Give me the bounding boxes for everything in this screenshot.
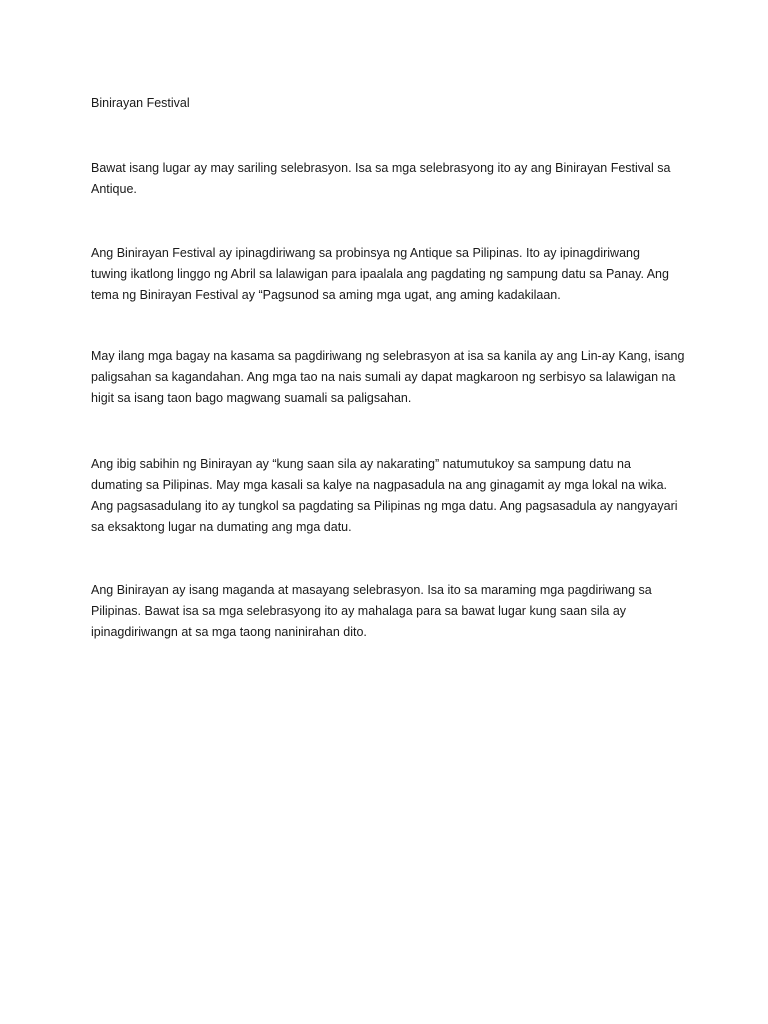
document-title: Binirayan Festival xyxy=(91,96,190,110)
paragraph-line: tuwing ikatlong linggo ng Abril sa lalawigan para ipaalala ang pagdating ng sampung datu sa Panay. Ang xyxy=(91,267,669,281)
paragraph-intro xyxy=(91,158,681,200)
paragraph-festival-description xyxy=(91,243,681,306)
paragraph-line: Pilipinas. Bawat isa sa mga selebrasyong ito ay mahalaga para sa bawat lugar kung saan sila ay xyxy=(91,604,627,618)
paragraph-line: Ang pagsasadulang ito ay tungkol sa pagdating sa Pilipinas ng mga datu. Ang pagsasadula ay nangyayari xyxy=(91,499,678,513)
paragraph-lin-ay-kang xyxy=(91,346,685,409)
paragraph-line: Bawat isang lugar ay may sariling selebrasyon. Isa sa mga selebrasyong ito ay ang Binirayan Festival sa xyxy=(91,161,671,175)
paragraph-line: Ang Binirayan ay isang maganda at masayang selebrasyon. Isa ito sa maraming mga pagdiriwang sa xyxy=(91,583,652,597)
paragraph-line: Antique. xyxy=(91,182,137,196)
paragraph-meaning xyxy=(91,454,681,538)
paragraph-line: May ilang mga bagay na kasama sa pagdiriwang ng selebrasyon at isa sa kanila ay ang Lin-ay Kang, isang xyxy=(91,349,685,363)
paragraph-line: dumating sa Pilipinas. May mga kasali sa kalye na nagpasadula na ang ginagamit ay mga lokal na wika. xyxy=(91,478,668,492)
paragraph-line: paligsahan sa kagandahan. Ang mga tao na nais sumali ay dapat magkaroon ng serbisyo sa lalawigan na xyxy=(91,370,676,384)
paragraph-line: ipinagdiriwangn at sa mga taong naninirahan dito. xyxy=(91,625,367,639)
paragraph-line: Ang ibig sabihin ng Binirayan ay “kung saan sila ay nakarating” natumutukoy sa sampung datu na xyxy=(91,457,631,471)
paragraph-conclusion xyxy=(91,580,681,643)
paragraph-line: sa eksaktong lugar na dumating ang mga datu. xyxy=(91,520,352,534)
paragraph-line: higit sa isang taon bago magwang suamali sa paligsahan. xyxy=(91,391,412,405)
paragraph-line: tema ng Binirayan Festival ay “Pagsunod sa aming mga ugat, ang aming kadakilaan. xyxy=(91,288,561,302)
paragraph-line: Ang Binirayan Festival ay ipinagdiriwang sa probinsya ng Antique sa Pilipinas. Ito ay ipinagdiriwang xyxy=(91,246,640,260)
